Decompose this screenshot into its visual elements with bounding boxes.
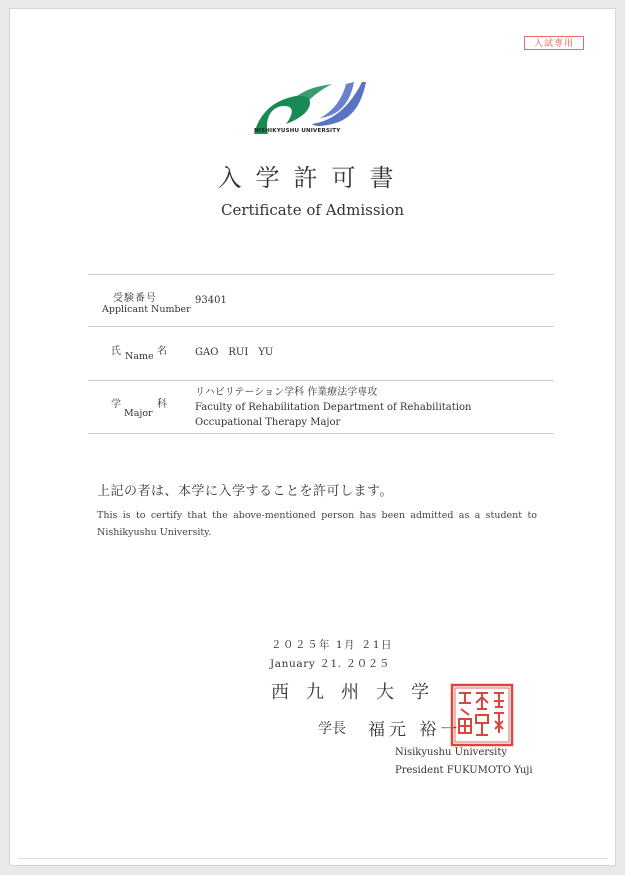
president-name-jp: 福元 裕一 — [368, 720, 462, 740]
table-rule-2 — [88, 380, 554, 381]
exam-use-stamp: 入試専用 — [524, 36, 584, 50]
official-seal — [450, 683, 514, 747]
major-label-jp-2: 科 — [157, 399, 168, 410]
admission-statement-jp: 上記の者は、本学に入学することを許可します。 — [97, 484, 393, 499]
name-label-jp-2: 名 — [157, 346, 168, 357]
major-value-line2: Faculty of Rehabilitation Department of Rehabilitation — [195, 402, 472, 413]
certificate-title-en: Certificate of Admission — [220, 201, 405, 219]
table-rule-top — [88, 274, 554, 275]
applicant-number-label-en: Applicant Number — [102, 304, 191, 315]
major-value-line1: リハビリテーション学科 作業療法学専攻 — [195, 387, 378, 398]
table-rule-1 — [88, 326, 554, 327]
president-title-jp: 学長 — [318, 721, 346, 737]
major-label-jp-1: 学 — [111, 399, 122, 410]
table-rule-bottom — [88, 433, 554, 434]
applicant-number-value: 93401 — [195, 295, 227, 306]
applicant-number-label-jp: 受験番号 — [113, 293, 157, 304]
page-bottom-rule — [18, 858, 608, 859]
certificate-title-jp: 入学許可書 — [217, 164, 408, 192]
name-value: GAO RUI YU — [195, 347, 274, 358]
issue-date-en: January ２1. ２０２５ — [270, 658, 390, 670]
name-label-jp-1: 氏 — [111, 346, 122, 357]
logo-text: NISHIKYUSHU UNIVERSITY — [254, 128, 341, 134]
major-value-line3: Occupational Therapy Major — [195, 417, 341, 428]
major-label-en: Major — [124, 408, 153, 419]
university-name-en: Nisikyushu University — [395, 747, 508, 758]
president-name-en: President FUKUMOTO Yuji — [395, 765, 533, 776]
name-label-en: Name — [125, 351, 154, 362]
issue-date-jp: ２０２５年 1月 ２1日 — [271, 639, 394, 651]
university-name-jp: 西九州大学 — [271, 682, 446, 703]
admission-statement-en: This is to certify that the above-mentioned person has been admitted as a student to Nishikyushu University. — [97, 510, 537, 538]
